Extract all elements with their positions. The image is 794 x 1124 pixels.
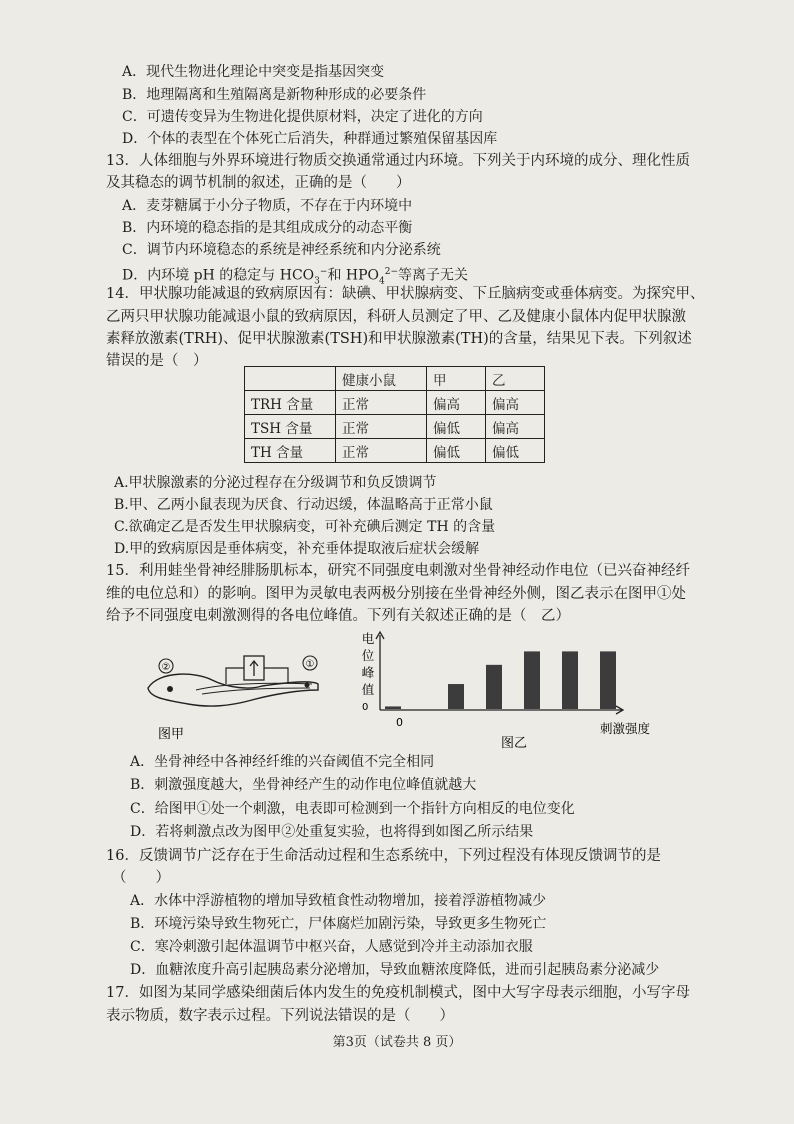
table-cell: 正常 <box>336 439 427 463</box>
text-line-q14A: A.甲状腺激素的分泌过程存在分级调节和负反馈调节 <box>114 475 437 491</box>
text-line-q16C: C．寒冷刺激引起体温调节中枢兴奋，人感觉到冷并主动添加衣服 <box>130 939 533 955</box>
text-line-q16: 16．反馈调节广泛存在于生命活动过程和生态系统中，下列过程没有体现反馈调节的是 <box>106 848 661 864</box>
page-footer: 第3页（试卷共 8 页） <box>332 1035 462 1050</box>
bar-3 <box>524 651 540 709</box>
text-line-q13: 13．人体细胞与外界环境进行物质交换通常通过内环境。下列关于内环境的成分、理化性质 <box>106 153 690 169</box>
text-line-q14B: B.甲、乙两小鼠表现为厌食、行动迟缓，体温略高于正常小鼠 <box>114 497 493 513</box>
text-line-q14D: D.甲的致病原因是垂体病变，补充垂体提取液后症状会缓解 <box>114 541 480 557</box>
text-line-q13b: 及其稳态的调节机制的叙述，正确的是（ ） <box>106 175 411 191</box>
text-line-q13A: A．麦芽糖属于小分子物质，不存在于内环境中 <box>122 198 413 214</box>
text-line-q14: 14．甲状腺功能减退的致病原因有：缺碘、甲状腺病变、下丘脑病变或垂体病变。为探究甲、 <box>106 286 705 302</box>
table-cell: TH 含量 <box>245 439 336 463</box>
origin-label: 0 <box>396 716 403 729</box>
text-line-q15c: 给予不同强度电刺激测得的各电位峰值。下列有关叙述正确的是（ 乙） <box>106 608 570 624</box>
text-line-q15A: A．坐骨神经中各神经纤维的兴奋阈值不完全相同 <box>130 754 435 770</box>
text-line-q12c: C．可遗传变异为生物进化提供原材料，决定了进化的方向 <box>122 109 483 125</box>
text-line-q15D: D．若将刺激点改为图甲②处重复实验，也将得到如图乙所示结果 <box>130 824 534 840</box>
text-line-q12b: B．地理隔离和生殖隔离是新物种形成的必要条件 <box>122 87 427 103</box>
text-line-q15B: B．刺激强度越大，坐骨神经产生的动作电位峰值就越大 <box>130 777 477 793</box>
text-line-q13C: C．调节内环境稳态的系统是神经系统和内分泌系统 <box>122 242 441 258</box>
bar-0 <box>385 706 401 709</box>
text-line-q16B: B．环境污染导致生物死亡，尸体腐烂加剧污染，导致更多生物死亡 <box>130 916 547 932</box>
bar-4 <box>562 651 578 709</box>
q13-option-d: D．内环境 pH 的稳定与 $HCO_3^-$和 $HPO_4^{2-}$等离子无关 <box>122 267 469 287</box>
x-axis-label: 刺激强度 <box>599 721 651 736</box>
text-line-q17: 17．如图为某同学感染细菌后体内发生的免疫机制模式，图中大写字母表示细胞，小写字母 <box>106 985 690 1001</box>
table-cell: TSH 含量 <box>245 415 336 439</box>
text-line-q16D: D．血糖浓度升高引起胰岛素分泌增加，导致血糖浓度降低，进而引起胰岛素分泌减少 <box>130 962 660 978</box>
table-cell: 正常 <box>336 391 427 415</box>
bars <box>385 651 616 709</box>
table-cell: 乙 <box>486 367 545 391</box>
text-line-q16b: （ ） <box>112 870 170 886</box>
label-1: ① <box>305 659 315 670</box>
text-line-q12d: D．个体的表型在个体死亡后消失，种群通过繁殖保留基因库 <box>122 131 498 147</box>
table-cell: 甲 <box>427 367 486 391</box>
stimulus-point-2 <box>167 686 173 692</box>
figure-yi-bar-chart <box>362 631 651 751</box>
table-cell: 偏高 <box>486 415 545 439</box>
figure-jia-nerve-muscle <box>148 656 318 742</box>
table-cell: 偏高 <box>427 391 486 415</box>
figure-yi-caption: 图乙 <box>500 736 528 751</box>
muscle-outline <box>148 674 318 706</box>
text-line-q15: 15．利用蛙坐骨神经腓肠肌标本，研究不同强度电刺激对坐骨神经动作电位（已兴奋神经纤 <box>106 563 690 579</box>
table-cell: 偏低 <box>427 415 486 439</box>
figure-jia-caption: 图甲 <box>158 727 185 742</box>
bar-2 <box>486 665 502 709</box>
table-cell: 偏高 <box>486 391 545 415</box>
table-cell: 偏低 <box>486 439 545 463</box>
y-axis-label: 电位峰值 <box>361 631 375 697</box>
table-cell: TRH 含量 <box>245 391 336 415</box>
origin-small-label: 0 <box>362 702 369 713</box>
stimulus-point-1 <box>305 683 310 688</box>
bar-5 <box>600 651 616 709</box>
label-2: ② <box>161 662 171 673</box>
text-line-q14b: 乙两只甲状腺功能减退小鼠的致病原因，科研人员测定了甲、乙及健康小鼠体内促甲状腺激 <box>106 309 686 325</box>
text-line-q16A: A．水体中浮游植物的增加导致植食性动物增加，接着浮游植物减少 <box>130 893 547 909</box>
text-line-q14d: 错误的是（ ） <box>106 353 208 369</box>
text-line-q17b: 表示物质，数字表示过程。下列说法错误的是（ ） <box>106 1008 454 1024</box>
text-line-q14C: C.欲确定乙是否发生甲状腺病变，可补充碘后测定 TH 的含量 <box>114 519 496 535</box>
text-line-q15b: 维的电位总和）的影响。图甲为灵敏电表两极分别接在坐骨神经外侧，图乙表示在图甲①处 <box>106 586 686 602</box>
table-cell: 正常 <box>336 415 427 439</box>
text-line-q13B: B．内环境的稳态指的是其组成成分的动态平衡 <box>122 220 413 236</box>
text-line-q15C: C．给图甲①处一个刺激，电表即可检测到一个指针方向相反的电位变化 <box>130 801 575 817</box>
table-cell: 偏低 <box>427 439 486 463</box>
table-cell: 健康小鼠 <box>336 367 427 391</box>
text-line-q14c: 素释放激素(TRH)、促甲状腺激素(TSH)和甲状腺激素(TH)的含量，结果见下表。下列叙述 <box>106 331 692 347</box>
bar-1 <box>448 684 464 709</box>
text-line-q12a: A．现代生物进化理论中突变是指基因突变 <box>122 64 385 80</box>
